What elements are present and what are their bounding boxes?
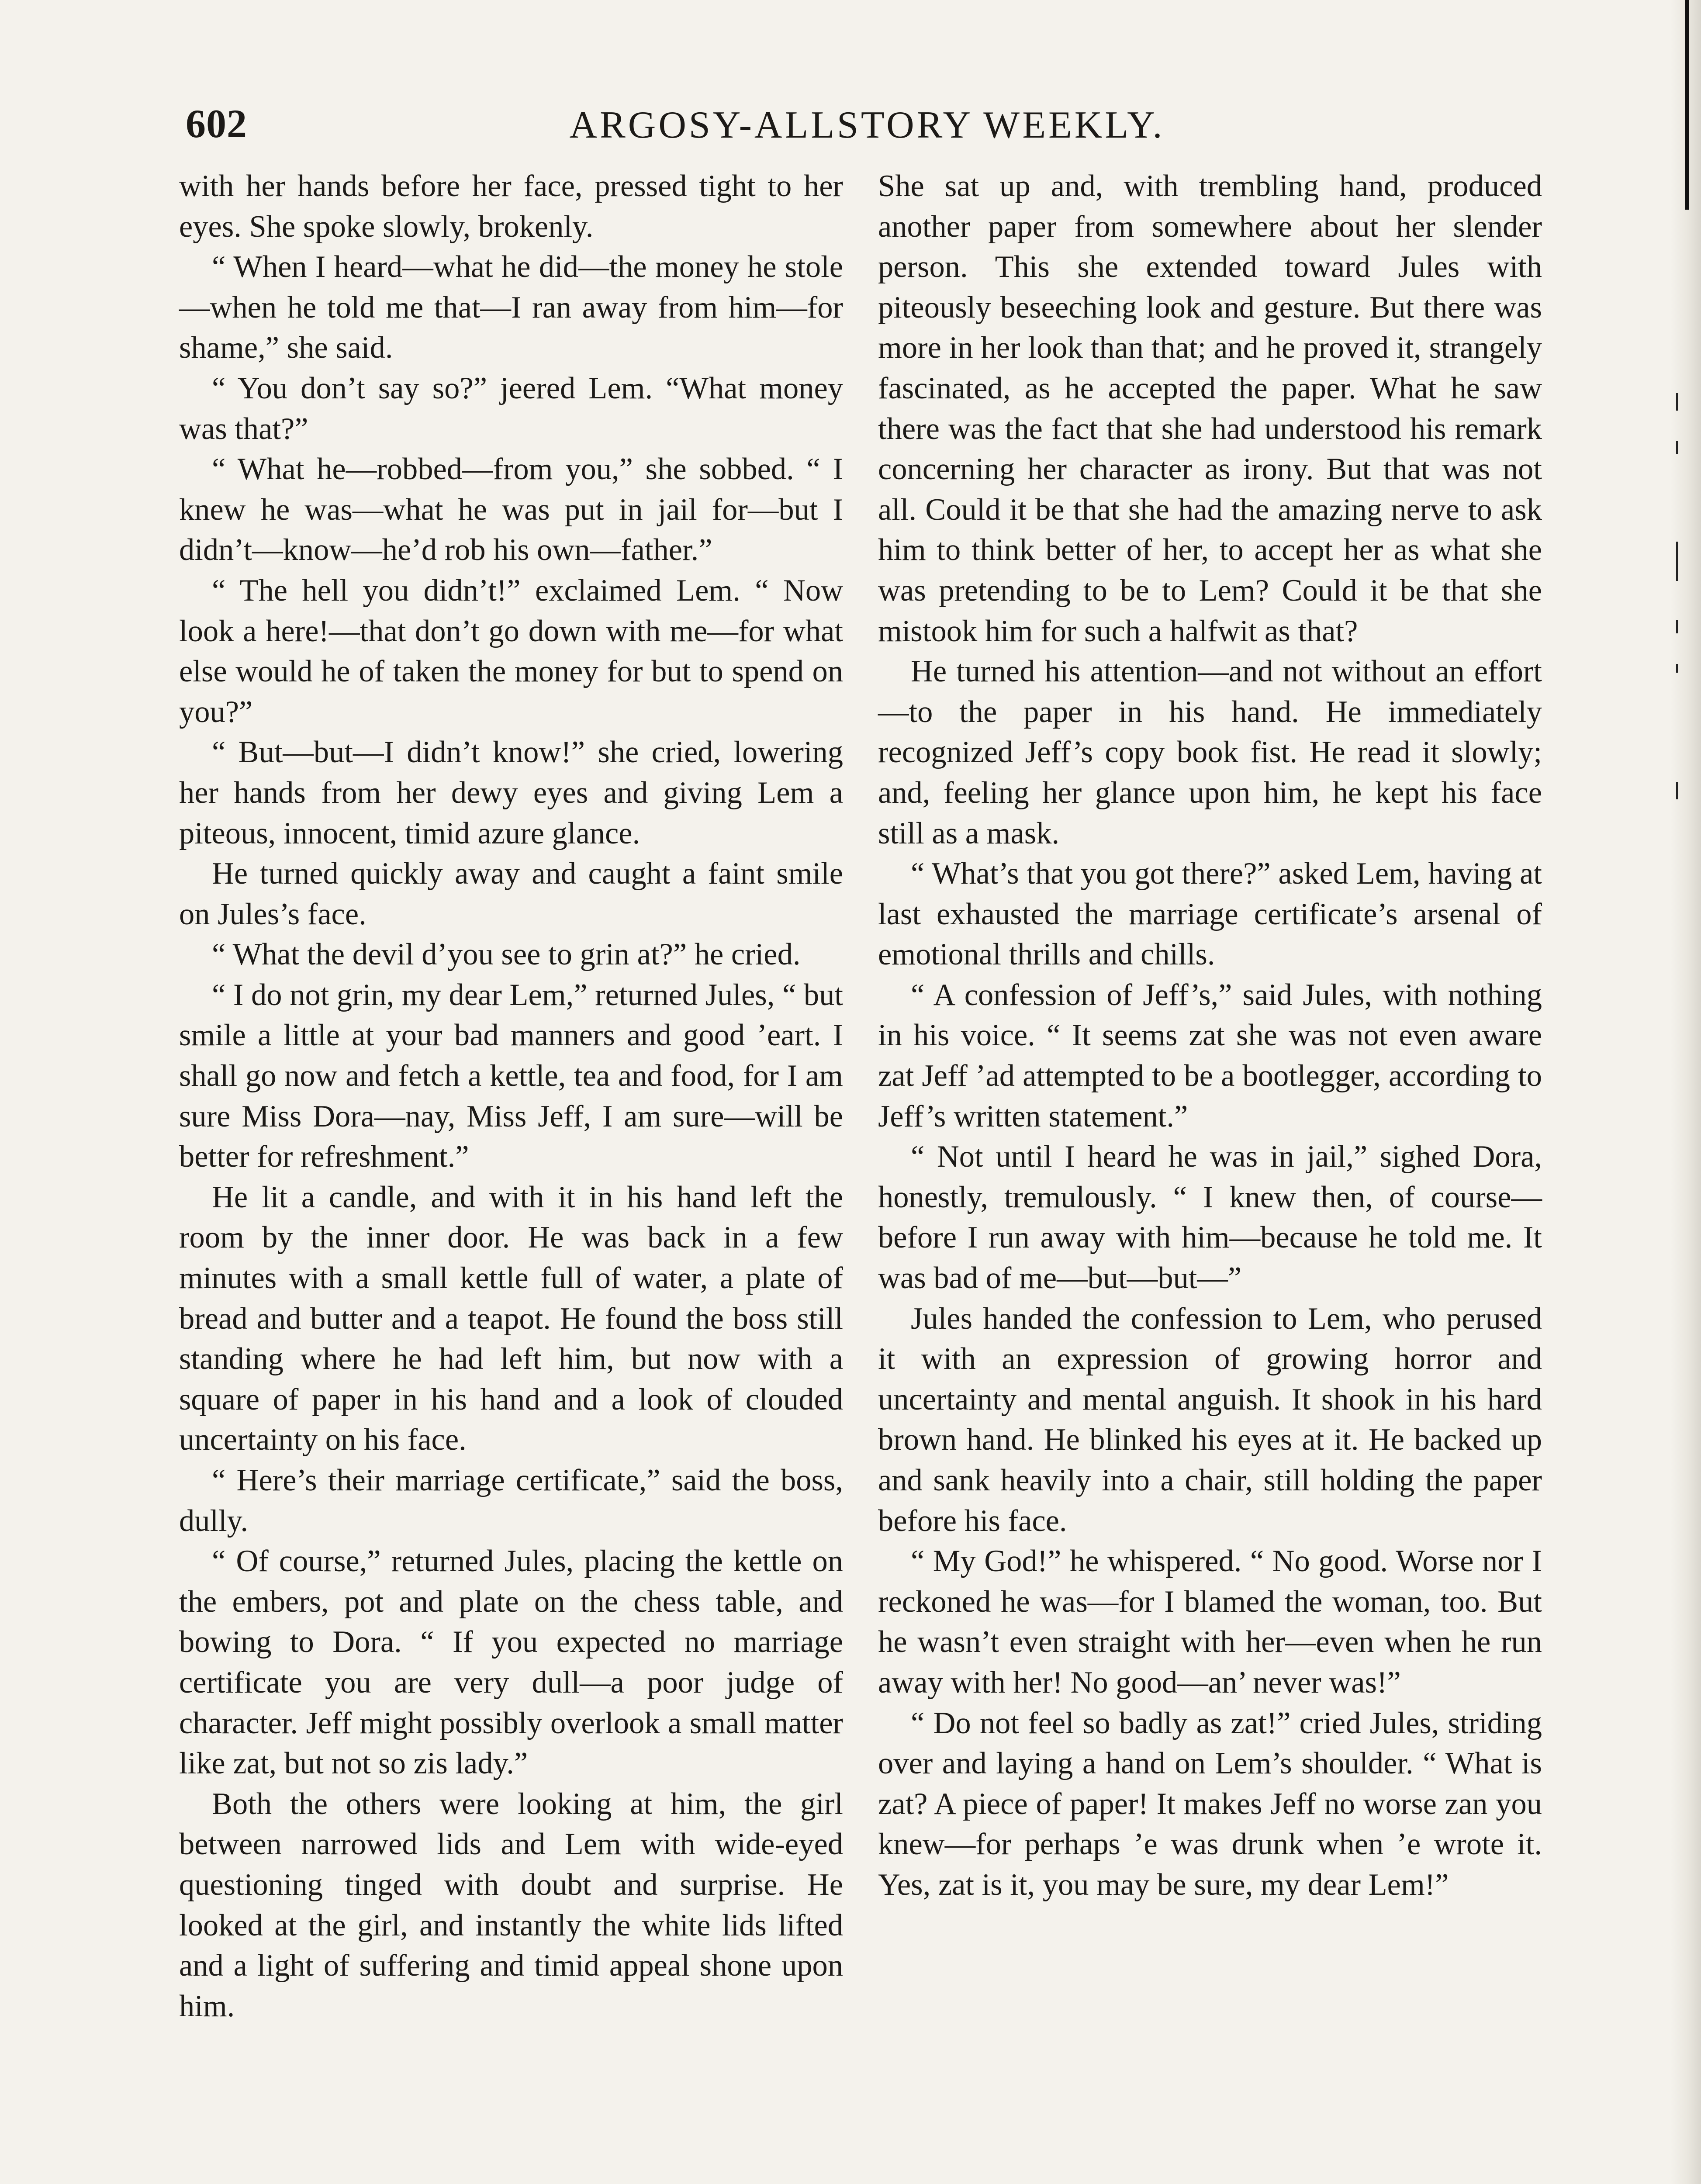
paragraph: “ A confession of Jeff’s,” said Jules, with nothing in his voice. “ It seems zat she was not even aware zat Jeff ’ad attempted to be a bootlegger, according to Jeff’s written statement.” <box>878 978 1542 1133</box>
paragraph: “ You don’t say so?” jeered Lem. “What money was that?” <box>179 371 843 446</box>
paragraph: “ I do not grin, my dear Lem,” returned Jules, “ but smile a little at your bad manners and good ’eart. I shall go now and fetch a kettle, tea and food, for I am sure Miss Dora—nay, Miss Jeff, I am sure—will be better for refreshment.” <box>179 978 843 1174</box>
paragraph: “ What the devil d’you see to grin at?” he cried. <box>212 937 801 972</box>
scan-edge-mark <box>1676 393 1678 411</box>
page-number: 602 <box>186 101 247 146</box>
text-column-left <box>179 166 843 2026</box>
text-column-right <box>878 166 1542 1905</box>
paragraph: Both the others were looking at him, the girl between narrowed lids and Lem with wide-eyed questioning tinged with doubt and surprise. He looked at the girl, and instantly the white lids lifted and a light of suffering and timid appeal shone upon him. <box>179 1787 843 2023</box>
page-header <box>186 87 1549 162</box>
paragraph: Jules handed the confession to Lem, who perused it with an expression of growing horror and uncertainty and mental anguish. It shook in his hard brown hand. He blinked his eyes at it. He backed up and sank heavily into a chair, still holding the paper before his face. <box>878 1301 1542 1538</box>
paragraph: “ Not until I heard he was in jail,” sighed Dora, honestly, tremulously. “ I knew then, of course—before I run away with him—because he told me. It was bad of me—but—but—” <box>878 1140 1542 1296</box>
paragraph: “ What he—robbed—from you,” she sobbed. “ I knew he was—what he was put in jail for—but I didn’t—know—he’d rob his own—father.” <box>179 452 843 567</box>
paragraph: “ But—but—I didn’t know!” she cried, lowering her hands from her dewy eyes and giving Lem a piteous, innocent, timid azure glance. <box>179 735 843 850</box>
scan-edge-mark <box>1676 782 1678 799</box>
paragraph: “ The hell you didn’t!” exclaimed Lem. “ Now look a here!—that don’t go down with me—for what else would he of taken the money for but to spend on you?” <box>179 573 843 729</box>
scan-edge-mark <box>1676 620 1678 633</box>
scan-edge <box>1670 0 1701 2184</box>
paragraph: He turned quickly away and caught a faint smile on Jules’s face. <box>179 857 843 931</box>
paragraph: “ Here’s their marriage certificate,” said the boss, dully. <box>179 1463 843 1538</box>
running-title: ARGOSY-ALLSTORY WEEKLY. <box>569 104 1165 146</box>
paragraph: “ Do not feel so badly as zat!” cried Jules, striding over and laying a hand on Lem’s shoulder. “ What is zat? A piece of paper! It makes Jeff no worse zan you knew—for perhaps ’e was drunk when ’e wrote it. Yes, zat is it, you may be sure, my dear Lem!” <box>878 1706 1542 1902</box>
scan-edge-mark <box>1676 441 1678 454</box>
paragraph: He lit a candle, and with it in his hand left the room by the inner door. He was back in a few minutes with a small kettle full of water, a plate of bread and butter and a teapot. He found the boss still standing where he had left him, but now with a square of paper in his hand and a look of clouded uncertainty on his face. <box>179 1180 843 1457</box>
paragraph: “ What’s that you got there?” asked Lem, having at last exhausted the marriage certificate’s arsenal of emotional thrills and chills. <box>878 857 1542 972</box>
scan-edge-mark <box>1676 542 1678 581</box>
paragraph: “ When I heard—what he did—the money he stole—when he told me that—I ran away from him—for shame,” she said. <box>179 250 843 365</box>
scan-edge-mark <box>1676 664 1678 673</box>
paragraph: “ Of course,” returned Jules, placing the kettle on the embers, pot and plate on the chess table, and bowing to Dora. “ If you expected no marriage certificate you are very dull—a poor judge of character. Jeff might possibly overlook a small matter like zat, but not so zis lady.” <box>179 1544 843 1781</box>
paragraph: He turned his attention—and not without an effort—to the paper in his hand. He immediately recognized Jeff’s copy book fist. He read it slowly; and, feeling her glance upon him, he kept his face still as a mask. <box>878 654 1542 850</box>
paragraph: “ My God!” he whispered. “ No good. Worse nor I reckoned he was—for I blamed the woman, too. But he wasn’t even straight with her—even when he run away with her! No good—an’ never was!” <box>878 1544 1542 1700</box>
scan-edge-line <box>1685 0 1689 210</box>
paragraph: with her hands before her face, pressed tight to her eyes. She spoke slowly, brokenly. <box>179 169 843 244</box>
paragraph: She sat up and, with trembling hand, produced another paper from somewhere about her slender person. This she extended toward Jules with piteously beseeching look and gesture. But there was more in her look than that; and he proved it, strangely fascinated, as he accepted the paper. What he saw there was the fact that she had understood his remark concerning her character as irony. But that was not all. Could it be that she had the amazing nerve to ask him to think better of her, to accept her as what she was pretending to be to Lem? Could it be that she mistook him for such a halfwit as that? <box>878 169 1542 648</box>
